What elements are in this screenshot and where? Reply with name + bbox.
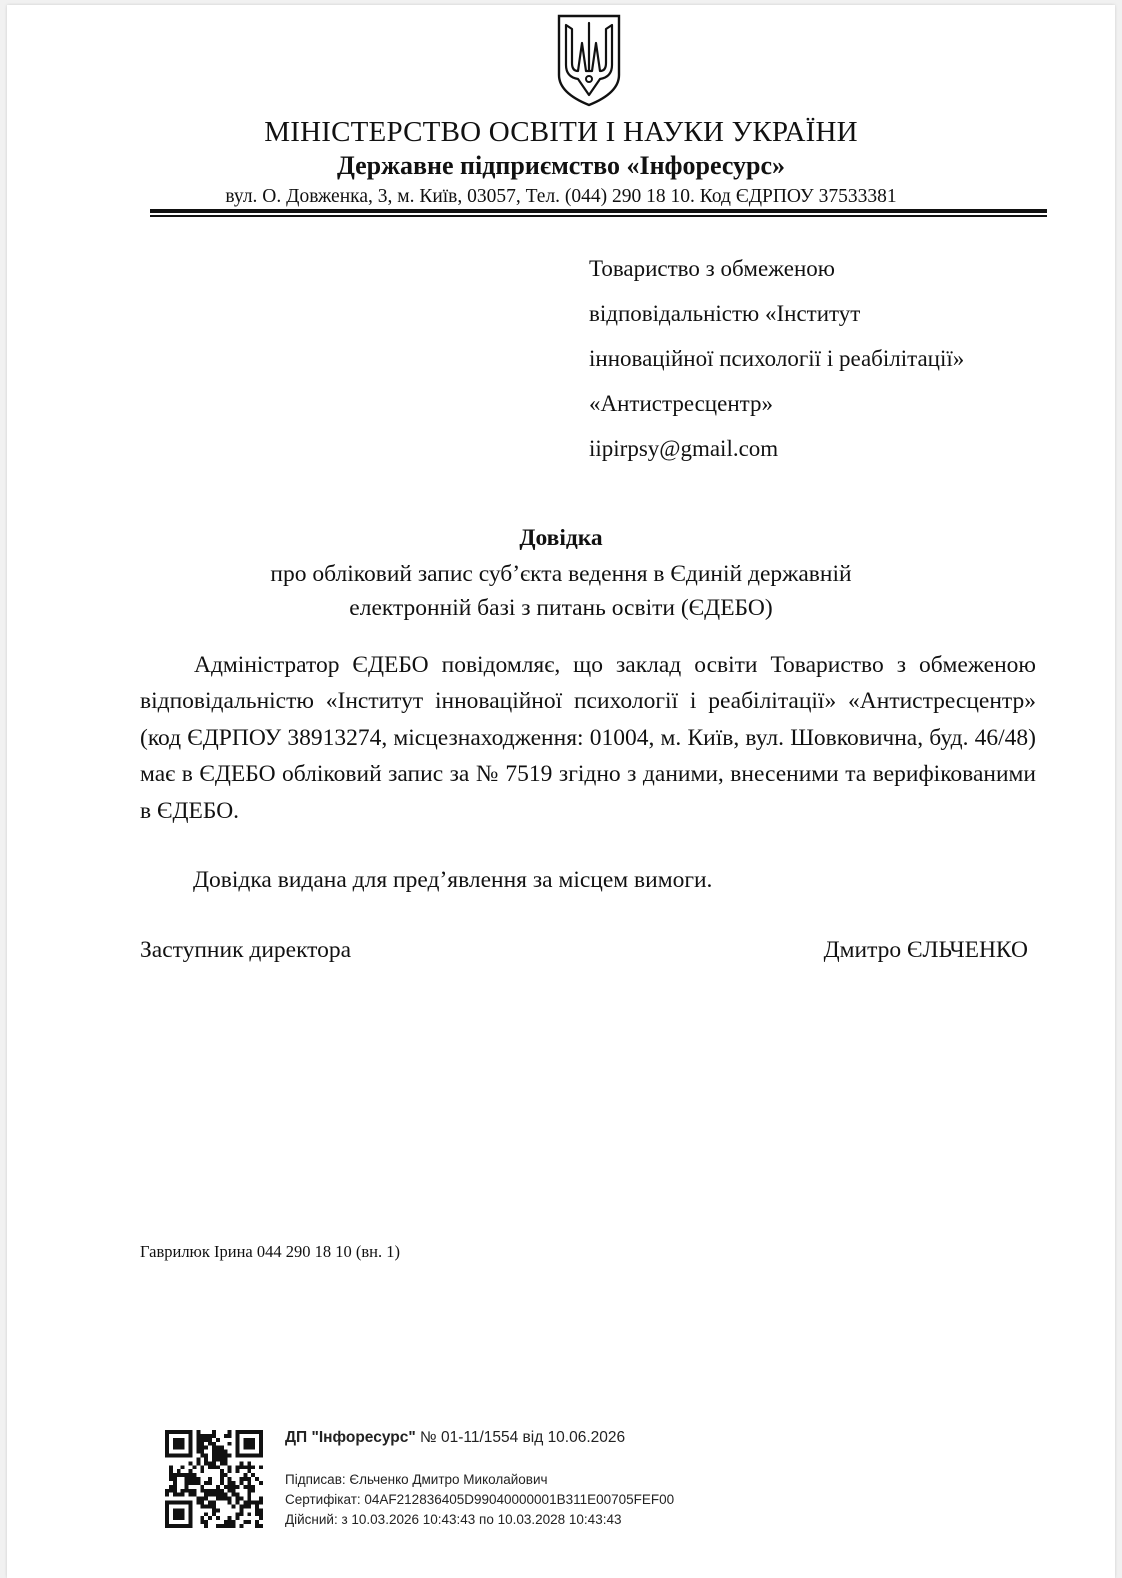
ministry-name: МІНІСТЕРСТВО ОСВІТИ І НАУКИ УКРАЇНИ bbox=[264, 116, 858, 148]
org-name: ДП "Інфоресурс" bbox=[285, 1429, 416, 1446]
signer-name: Дмитро ЄЛЬЧЕНКО bbox=[823, 937, 1028, 963]
enterprise-name: Державне підприємство «Інфоресурс» bbox=[336, 151, 786, 180]
recipient-line: інноваційної психології і реабілітації» bbox=[589, 346, 965, 371]
document-subtitle bbox=[0, 557, 1122, 625]
body-paragraph: Адміністратор ЄДЕБО повідомляє, що заклад освіти Товариство з обмеженою відповідальністю «Інститут інноваційної психології і реабілітації» «Антистресцентр» (код ЄДРПОУ 38913274, місцезнаходження: 01004, м. Київ, вул. Шовковична, буд. 46/48) має в ЄДЕБО обліковий запис за № 7519 згідно з даними, внесеними та верифікованими в ЄДЕБО. bbox=[140, 652, 1036, 824]
document-title: Довідка bbox=[519, 525, 603, 551]
recipient-line: Товариство з обмеженою bbox=[589, 256, 835, 281]
executor-contact: Гаврилюк Ірина 044 290 18 10 (вн. 1) bbox=[140, 1242, 400, 1261]
recipient-line: відповідальністю «Інститут bbox=[589, 301, 861, 326]
coat-of-arms-icon bbox=[556, 13, 622, 108]
validity: Дійсний: з 10.03.2026 10:43:43 по 10.03.2028 10:43:43 bbox=[285, 1512, 622, 1527]
header-divider-thick bbox=[150, 209, 1047, 213]
qr-code-icon bbox=[165, 1430, 263, 1528]
certificate: Сертифікат: 04AF212836405D99040000001B311E00705FEF00 bbox=[285, 1492, 675, 1507]
registration-number: № 01-11/1554 від 10.06.2026 bbox=[420, 1429, 626, 1446]
subtitle-line: про обліковий запис суб’єкта ведення в Єдиній державній bbox=[270, 561, 852, 587]
recipient-block bbox=[589, 246, 1089, 471]
issued-paragraph: Довідка видана для пред’явлення за місцем вимоги. bbox=[193, 867, 713, 893]
enterprise-address: вул. О. Довженка, 3, м. Київ, 03057, Тел. (044) 290 18 10. Код ЄДРПОУ 37533381 bbox=[225, 186, 897, 207]
header-divider-thin bbox=[150, 215, 1047, 217]
recipient-email: iipirpsy@gmail.com bbox=[589, 436, 779, 461]
recipient-line: «Антистресцентр» bbox=[589, 391, 773, 416]
e-signature-block bbox=[285, 1427, 674, 1530]
subtitle-line: електронній базі з питань освіти (ЄДЕБО) bbox=[349, 595, 773, 621]
registration-line bbox=[285, 1427, 674, 1449]
signer-position: Заступник директора bbox=[140, 937, 352, 963]
signed-by: Підписав: Єльченко Дмитро Миколайович bbox=[285, 1472, 548, 1487]
